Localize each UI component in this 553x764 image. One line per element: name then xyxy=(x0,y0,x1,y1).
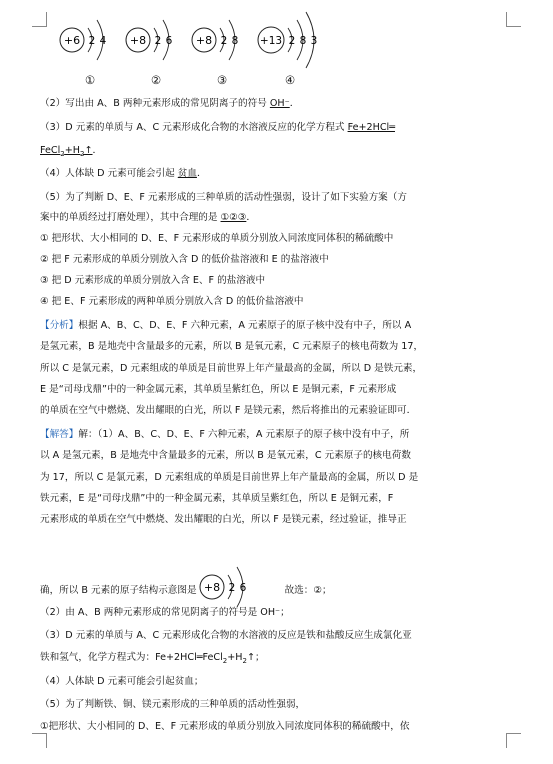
nucleus-charge: +8 xyxy=(129,34,147,47)
nucleus-charge: +8 xyxy=(195,34,213,47)
answer-line-6 xyxy=(40,583,520,598)
atom-label: ② xyxy=(150,73,162,87)
shell-electrons: 8 xyxy=(231,35,239,47)
q3-formula: FeCl xyxy=(40,145,61,156)
q3-text: （3）D 元素的单质与 A、C 元素形成化合物的水溶液反应的化学方程式 xyxy=(40,122,348,133)
atom-structure-diagrams xyxy=(58,0,478,100)
analysis-line-3: 所以 C 是氯元素，D 元素组成的单质是目前世界上年产量最高的金属，所以 D 是铁元素， xyxy=(40,363,423,374)
crop-mark-top-right xyxy=(506,12,521,27)
answer-q5: （5）为了判断铁、铜、镁元素形成的三种单质的活动性强弱， xyxy=(40,699,306,710)
q3-answer-part2 xyxy=(40,145,93,156)
shell-electrons: 2 xyxy=(220,35,228,47)
atom-label: ④ xyxy=(284,73,296,87)
question-4 xyxy=(40,166,520,181)
crop-mark-bottom-right xyxy=(506,733,521,748)
analysis-text: 根据 A、B、C、D、E、F 六种元素，A 元素原子的原子核中没有中子，所以 A xyxy=(78,320,412,331)
answer-q5-option-1: ①把形状、大小相同的 D、E、F 元素形成的单质分别放入同浓度同体积的稀硫酸中，依 xyxy=(40,721,410,732)
analysis-line-2: 是氢元素，B 是地壳中含量最多的元素，所以 B 是氧元素，C 元素原子的核电荷数为 17， xyxy=(40,341,424,352)
atom-diagram-4 xyxy=(256,0,346,100)
answer-line-3: 为 17，所以 C 是氯元素，D 元素组成的单质是目前世界上年产量最高的金属，所以 D 是 xyxy=(40,472,419,483)
answer-line-1 xyxy=(40,427,520,442)
answer-text: 确，所以 B 元素的原子结构示意图是 xyxy=(40,585,197,596)
answer-formula: ↑； xyxy=(246,652,265,663)
answer-sub: 2 xyxy=(242,656,247,665)
q3-formula: +H xyxy=(64,145,80,156)
nucleus-charge: +8 xyxy=(203,581,221,594)
atom-label: ① xyxy=(84,73,96,87)
answer-line-4: 铁元素，E 是“司母戊鼎”中的一种金属元素，其单质呈紫红色，所以 E 是铜元素，F xyxy=(40,493,394,504)
answer-line-5: 元素形成的单质在空气中燃烧、发出耀眼的白光，所以 F 是镁元素，经过验证，推导正 xyxy=(40,514,407,525)
answer-text: 解：（1）A、B、C、D、E、F 六种元素，A 元素原子的原子核中没有中子，所 xyxy=(78,429,410,440)
shell-electrons: 2 xyxy=(288,35,296,47)
shell-electrons: 6 xyxy=(165,35,173,47)
nucleus-charge: +6 xyxy=(63,34,81,47)
q5-text: 案中的单质经过打磨处理），其中合理的是 xyxy=(40,212,221,223)
shell-electrons: 2 xyxy=(228,582,236,594)
answer-q2: （2）由 A、B 两种元素形成的常见阴离子的符号是 OH⁻； xyxy=(40,607,290,618)
question-5-line2 xyxy=(40,210,520,225)
question-3 xyxy=(40,120,520,135)
atom-diagram-4-svg xyxy=(256,0,346,70)
shell-electrons: 2 xyxy=(88,35,96,47)
q5-answer: ①②③ xyxy=(220,212,247,223)
q4-text: （4）人体缺 D 元素可能会引起 xyxy=(40,168,178,179)
answer-q3-line2 xyxy=(40,650,520,669)
q3-sub: 2 xyxy=(60,149,65,158)
atom-label: ③ xyxy=(216,73,228,87)
answer-sub: 2 xyxy=(222,656,228,665)
answer-text: 故选：②； xyxy=(284,585,332,596)
q5-option-4: ④ 把 E、F 元素形成的两种单质分别放入含 D 的低价盐溶液中 xyxy=(40,296,304,307)
q3-end: ． xyxy=(92,145,103,156)
q3-arrow: ↑ xyxy=(84,145,93,156)
shell-electrons: 2 xyxy=(154,35,162,47)
shell-electrons: 6 xyxy=(239,582,247,594)
question-2 xyxy=(40,96,520,111)
q2-text: （2）写出由 A、B 两种元素形成的常见阴离子的符号 xyxy=(40,98,270,109)
answer-q4: （4）人体缺 D 元素可能会引起贫血； xyxy=(40,676,204,687)
q4-end: ． xyxy=(196,168,207,179)
answer-line-2: 以 A 是氢元素，B 是地壳中含量最多的元素，所以 B 是氧元素，C 元素原子的核电荷数 xyxy=(40,450,411,461)
q2-answer: OH⁻ xyxy=(269,98,290,109)
answer-formula: 铁和氢气，化学方程式为：Fe+2HCl═FeCl xyxy=(40,652,223,663)
q2-end: ． xyxy=(289,98,300,109)
q3-sub: 2 xyxy=(80,149,85,158)
analysis-line-4: E 是“司母戊鼎”中的一种金属元素，其单质呈紫红色，所以 E 是铜元素，F 元素形成 xyxy=(40,384,397,395)
q5-option-2: ② 把 F 元素形成的单质分别放入含 D 的低价盐溶液和 E 的盐溶液中 xyxy=(40,254,329,265)
shell-electrons: 4 xyxy=(99,35,107,47)
analysis-line-5: 的单质在空气中燃烧、发出耀眼的白光，所以 F 是镁元素，然后将推出的元素验证即可． xyxy=(40,405,417,416)
analysis-line-1 xyxy=(40,318,520,333)
q3-answer-part1: Fe+2HCl═ xyxy=(347,122,395,133)
q5-end: ． xyxy=(246,212,256,223)
answer-tag: 【解答】 xyxy=(40,429,79,440)
analysis-tag: 【分析】 xyxy=(40,320,79,331)
answer-q3-line1: （3）D 元素的单质与 A、C 元素形成化合物的水溶液的反应是铁和盐酸反应生成氯化亚 xyxy=(40,630,412,641)
crop-mark-bottom-left xyxy=(32,733,47,748)
question-3-cont xyxy=(40,143,520,162)
shell-electrons: 8 xyxy=(299,35,307,47)
question-5-line1: （5）为了判断 D、E、F 元素形成的三种单质的活动性强弱，设计了如下实验方案（方 xyxy=(40,192,407,203)
answer-formula: +H xyxy=(227,652,243,663)
nucleus-charge: +13 xyxy=(259,35,283,47)
q4-answer: 贫血 xyxy=(177,168,197,179)
crop-mark-top-left xyxy=(32,12,47,27)
shell-electrons: 3 xyxy=(310,35,318,47)
q5-option-1: ① 把形状、大小相同的 D、E、F 元素形成的单质分别放入同浓度同体积的稀硫酸中 xyxy=(40,233,394,244)
q5-option-3: ③ 把 D 元素形成的单质分别放入含 E、F 的盐溶液中 xyxy=(40,275,266,286)
